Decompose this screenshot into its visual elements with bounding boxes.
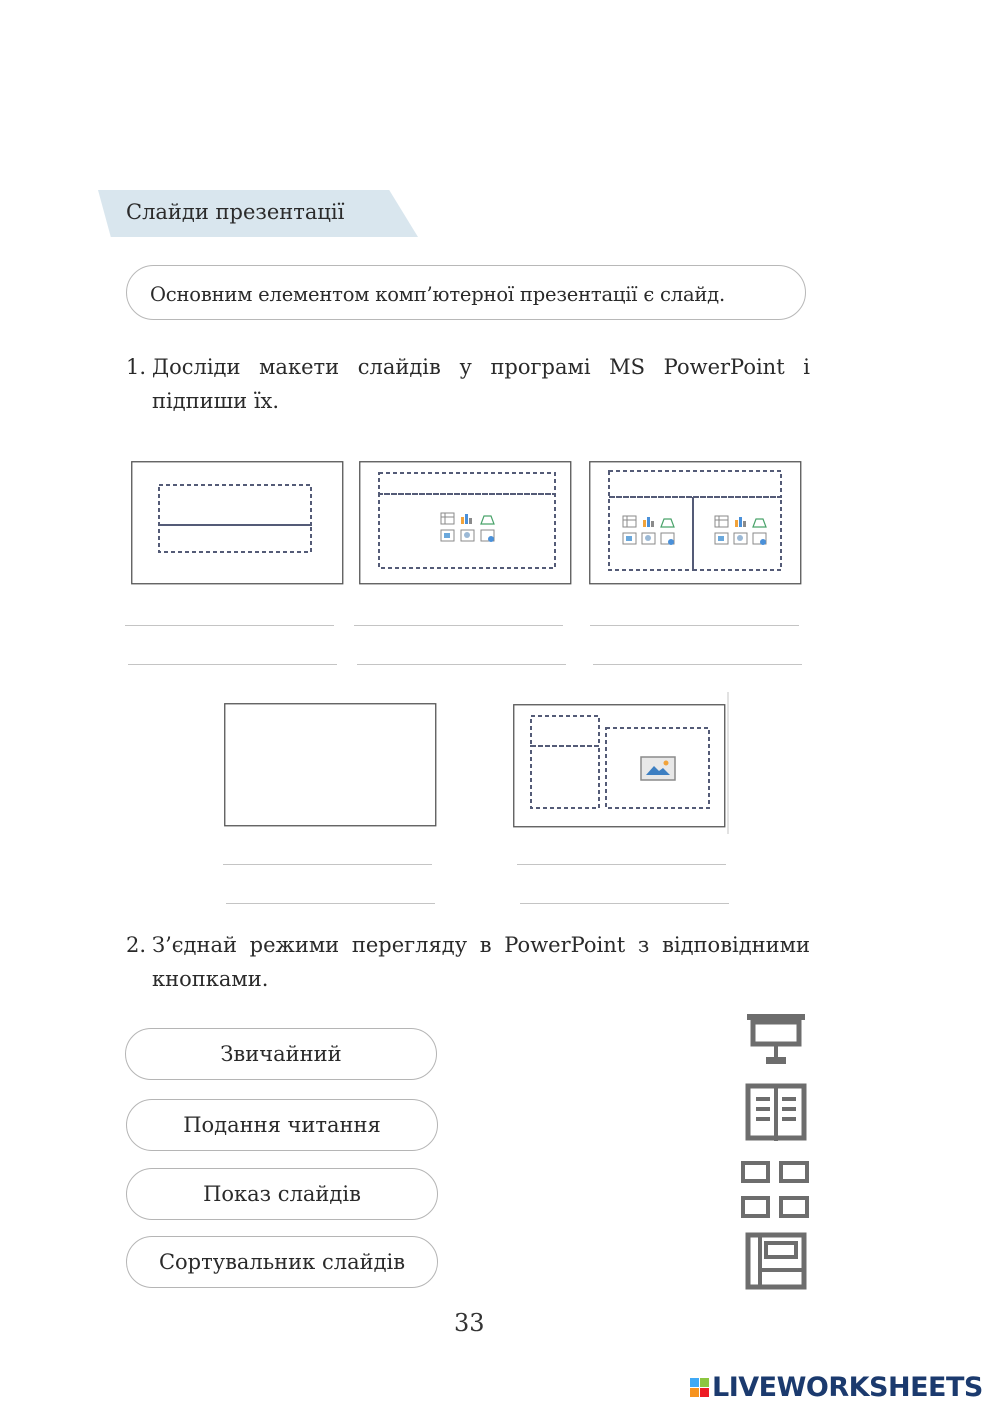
layout-picture-with-caption xyxy=(513,704,729,830)
task-1 xyxy=(126,350,810,418)
layout-two-content xyxy=(589,461,803,586)
task-2-number: 2. xyxy=(126,933,147,957)
reading-view-icon[interactable] xyxy=(745,1083,807,1143)
answer-line[interactable] xyxy=(590,625,799,626)
slide-sorter-icon[interactable] xyxy=(740,1160,810,1220)
answer-line[interactable] xyxy=(354,625,563,626)
answer-line[interactable] xyxy=(357,664,566,665)
layout-title-slide xyxy=(131,461,345,586)
presentation-screen-icon[interactable] xyxy=(745,1012,807,1068)
answer-line[interactable] xyxy=(125,625,334,626)
answer-line[interactable] xyxy=(517,864,726,865)
view-mode-normal[interactable]: Звичайний xyxy=(125,1028,437,1080)
task-2-text: З’єднай режими перегляду в PowerPoint з відповідними кнопками. xyxy=(152,933,810,991)
view-mode-slideshow[interactable]: Показ слайдів xyxy=(126,1168,438,1220)
view-mode-slide-sorter[interactable]: Сортувальник слайдів xyxy=(126,1236,438,1288)
layout-blank xyxy=(224,703,438,828)
page-number: 33 xyxy=(454,1309,485,1337)
picture-placeholder-icon xyxy=(641,757,675,780)
brand-name: LIVEWORKSHEETS xyxy=(712,1372,983,1403)
task-1-text: Досліди макети слайдів у програмі MS PowerPoint і підпиши їх. xyxy=(152,355,810,413)
answer-line[interactable] xyxy=(128,664,337,665)
section-title: Слайди презентації xyxy=(126,200,345,224)
view-mode-reading[interactable]: Подання читання xyxy=(126,1099,438,1151)
definition-text: Основним елементом комп’ютерної презентації є слайд. xyxy=(150,283,725,306)
layout-title-and-content xyxy=(359,461,573,586)
task-2 xyxy=(126,928,810,996)
liveworksheets-brand xyxy=(690,1372,983,1403)
liveworksheets-logo-icon xyxy=(690,1378,709,1397)
task-1-number: 1. xyxy=(126,355,147,379)
answer-line[interactable] xyxy=(593,664,802,665)
answer-line[interactable] xyxy=(520,903,729,904)
answer-line[interactable] xyxy=(226,903,435,904)
normal-view-icon[interactable] xyxy=(745,1232,807,1290)
answer-line[interactable] xyxy=(223,864,432,865)
